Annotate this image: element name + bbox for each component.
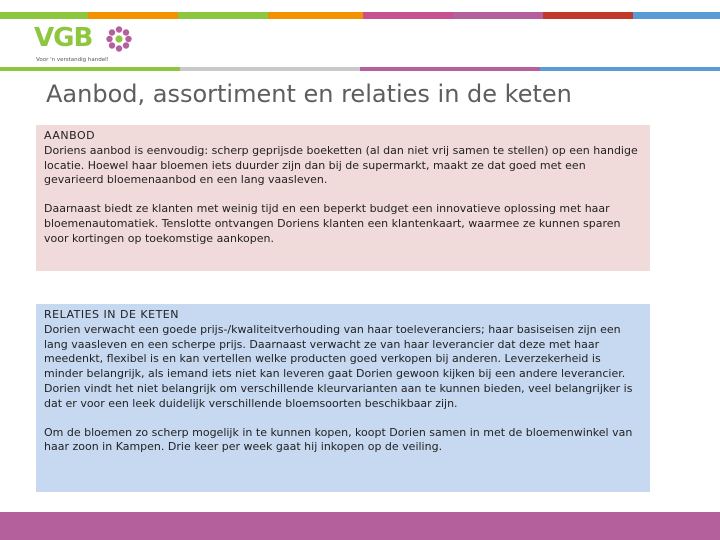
header-separator bbox=[0, 67, 720, 71]
relaties-box bbox=[36, 304, 650, 492]
logo-brand: VGB bbox=[34, 23, 93, 53]
vgb-logo bbox=[34, 22, 144, 66]
bottom-color-band bbox=[0, 512, 720, 540]
page-title: Aanbod, assortiment en relaties in de keten bbox=[46, 80, 572, 108]
relaties-heading: RELATIES IN DE KETEN bbox=[44, 308, 179, 321]
logo-tagline: Voor 'n verstandig handel! bbox=[36, 57, 109, 63]
aanbod-paragraph-2: Daarnaast biedt ze klanten met weinig tijd en een beperkt budget een innovatieve oplossing met haar bloemenautomatiek. Tenslotte ontvangen Doriens klanten een klantenkaart, waarmee ze kunnen sparen voor kortingen op toekomstige aankopen. bbox=[44, 202, 621, 245]
aanbod-heading: AANBOD bbox=[44, 129, 96, 142]
relaties-paragraph-2: Om de bloemen zo scherp mogelijk in te kunnen kopen, koopt Dorien samen in met de bloemenwinkel van haar zoon in Kampen. Drie keer per week gaat hij inkopen op de veiling. bbox=[44, 425, 633, 454]
aanbod-box bbox=[36, 125, 650, 271]
relaties-paragraph-1: Dorien verwacht een goede prijs-/kwaliteitverhouding van haar toeleveranciers; haar basiseisen zijn een lang vaasleven en een scherpe prijs. Daarnaast verwacht ze van haar leverancier dat deze met haar meedenkt, flexibel is en kan vertellen welke producten goed verkopen bij anderen. Leverzekerheid is minder belangrijk, als iemand iets niet kan leveren gaat Dorien gewoon kijken bij een andere leverancier. Dorien vindt het niet belangrijk om verschillende kleurvarianten aan te kunnen bieden, veel belangrijker is dat er voor een leek duidelijk verschillende bloemsoorten beschikbaar zijn. bbox=[44, 322, 633, 410]
aanbod-paragraph-1: Doriens aanbod is eenvoudig: scherp geprijsde boeketten (al dan niet vrij samen te stellen) op een handige locatie. Hoewel haar bloemen iets duurder zijn dan bij de supermarkt, maakt ze dat goed met een gevarieerd bloemenaanbod en een lang vaasleven. bbox=[44, 143, 638, 187]
top-color-stripe bbox=[0, 12, 720, 19]
flower-icon bbox=[105, 25, 133, 53]
